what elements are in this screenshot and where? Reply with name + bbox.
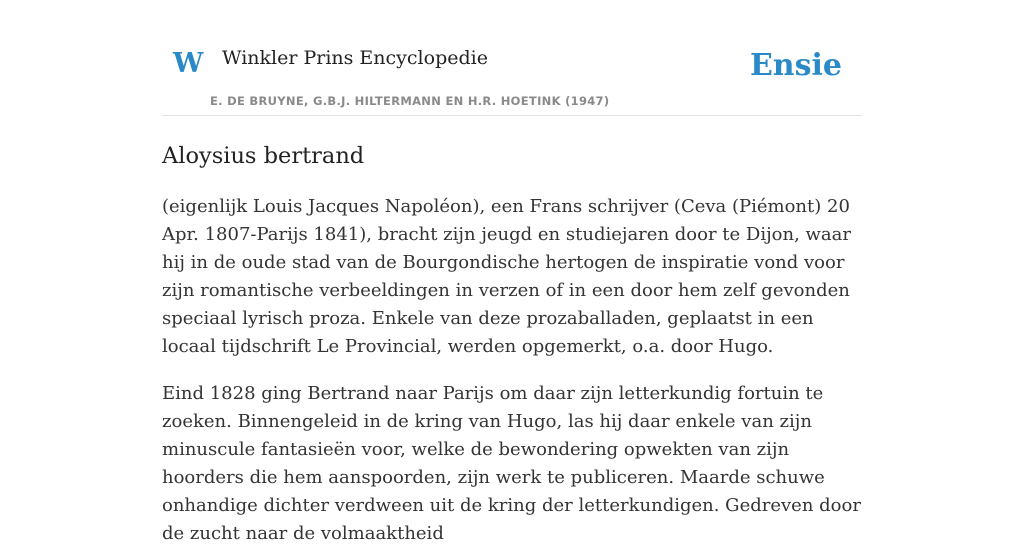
source-title[interactable]: Winkler Prins Encyclopedie [222,47,488,69]
source-logo-icon[interactable]: W [173,48,204,79]
ensie-logo[interactable]: Ensie [749,48,842,83]
article-paragraph: Eind 1828 ging Bertrand naar Parijs om daar zijn letterkundig fortuin te zoeken. Binnengeleid in de kring van Hugo, las hij daar enkele van zijn minuscule fantasieën voor, welke de bewondering opwekten van zijn hoorders die hem aanspoorden, zijn werk te publiceren. Maarde schuwe onhandige dichter verdween uit de kring der letterkundigen. Gedreven door de zucht naar de volmaaktheid [162,383,861,544]
article-body [162,193,862,548]
source-header [162,0,862,116]
article-paragraph: (eigenlijk Louis Jacques Napoléon), een Frans schrijver (Ceva (Piémont) 20 Apr. 1807-Parijs 1841), bracht zijn jeugd en studiejaren door te Dijon, waar hij in de oude stad van de Bourgondische hertogen de inspiratie vond voor zijn romantische verbeeldingen in verzen of in een door hem zelf gevonden speciaal lyrisch proza. Enkele van deze prozaballaden, geplaatst in een locaal tijdschrift Le Provincial, werden opgemerkt, o.a. door Hugo. [162,196,852,357]
content-container [162,0,862,548]
source-authors: E. DE BRUYNE, G.B.J. HILTERMANN EN H.R. HOETINK (1947) [210,94,610,108]
article-title: Aloysius bertrand [162,143,365,169]
